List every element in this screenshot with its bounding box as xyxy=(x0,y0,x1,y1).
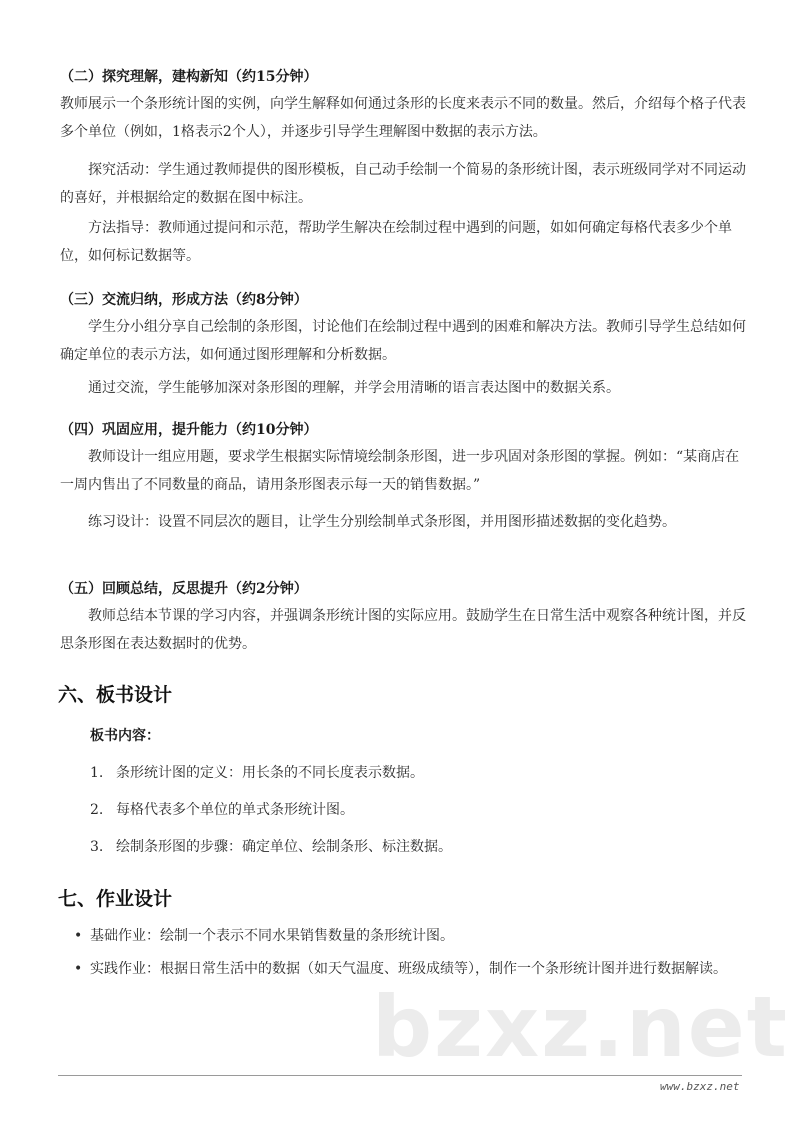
board-content-label: 板书内容： xyxy=(90,728,160,744)
list-text: 每格代表多个单位的单式条形统计图。 xyxy=(116,802,354,818)
paragraph: 通过交流，学生能够加深对条形图的理解，并学会用清晰的语言表达图中的数据关系。 xyxy=(88,380,620,396)
list-text: 绘制条形图的步骤：确定单位、绘制条形、标注数据。 xyxy=(116,839,452,855)
board-design-title: 六、板书设计 xyxy=(58,684,173,706)
paragraph: 学生分小组分享自己绘制的条形图，讨论他们在绘制过程中遇到的困难和解决方法。教师引导学生总结如何确定单位的表示方法，如何通过图形理解和分析数据。 xyxy=(60,319,746,363)
homework-design-title: 七、作业设计 xyxy=(58,888,173,910)
list-item xyxy=(90,762,424,782)
bullet-text: 实践作业：根据日常生活中的数据（如天气温度、班级成绩等），制作一个条形统计图并进行数据解读。 xyxy=(90,961,727,977)
list-item xyxy=(90,836,452,856)
paragraph: 探究活动：学生通过教师提供的图形模板，自己动手绘制一个简易的条形统计图，表示班级同学对不同运动的喜好，并根据给定的数据在图中标注。 xyxy=(60,162,746,206)
bullet-icon: • xyxy=(74,961,83,977)
section-heading-2: （二）探究理解，建构新知（约15分钟） xyxy=(60,69,318,85)
list-item xyxy=(90,799,354,819)
paragraph: 方法指导：教师通过提问和示范，帮助学生解决在绘制过程中遇到的问题，如如何确定每格代表多少个单位，如何标记数据等。 xyxy=(60,220,732,264)
paragraph: 教师展示一个条形统计图的实例，向学生解释如何通过条形的长度来表示不同的数量。然后，介绍每个格子代表多个单位（例如，1格表示2个人），并逐步引导学生理解图中数据的表示方法。 xyxy=(60,96,746,140)
list-text: 条形统计图的定义：用长条的不同长度表示数据。 xyxy=(116,765,424,781)
list-number: 2. xyxy=(90,802,104,818)
footer-divider xyxy=(58,1075,742,1076)
section-heading-3: （三）交流归纳，形成方法（约8分钟） xyxy=(60,292,308,308)
footer-url: www.bzxz.net xyxy=(660,1080,740,1093)
paragraph: 教师设计一组应用题，要求学生根据实际情境绘制条形图，进一步巩固对条形图的掌握。例如：“某商店在一周内售出了不同数量的商品，请用条形图表示每一天的销售数据。” xyxy=(60,449,740,493)
paragraph: 教师总结本节课的学习内容，并强调条形统计图的实际应用。鼓励学生在日常生活中观察各种统计图，并反思条形图在表达数据时的优势。 xyxy=(60,608,746,652)
bullet-text: 基础作业：绘制一个表示不同水果销售数量的条形统计图。 xyxy=(90,928,454,944)
watermark: bzxz.net xyxy=(372,978,789,1076)
section-heading-4: （四）巩固应用，提升能力（约10分钟） xyxy=(60,422,318,438)
section-heading-5: （五）回顾总结，反思提升（约2分钟） xyxy=(60,581,308,597)
paragraph: 练习设计：设置不同层次的题目，让学生分别绘制单式条形图，并用图形描述数据的变化趋势。 xyxy=(88,514,676,530)
list-number: 1. xyxy=(90,765,104,781)
bullet-icon: • xyxy=(74,928,83,944)
list-number: 3. xyxy=(90,839,104,855)
bullet-item xyxy=(74,922,754,950)
